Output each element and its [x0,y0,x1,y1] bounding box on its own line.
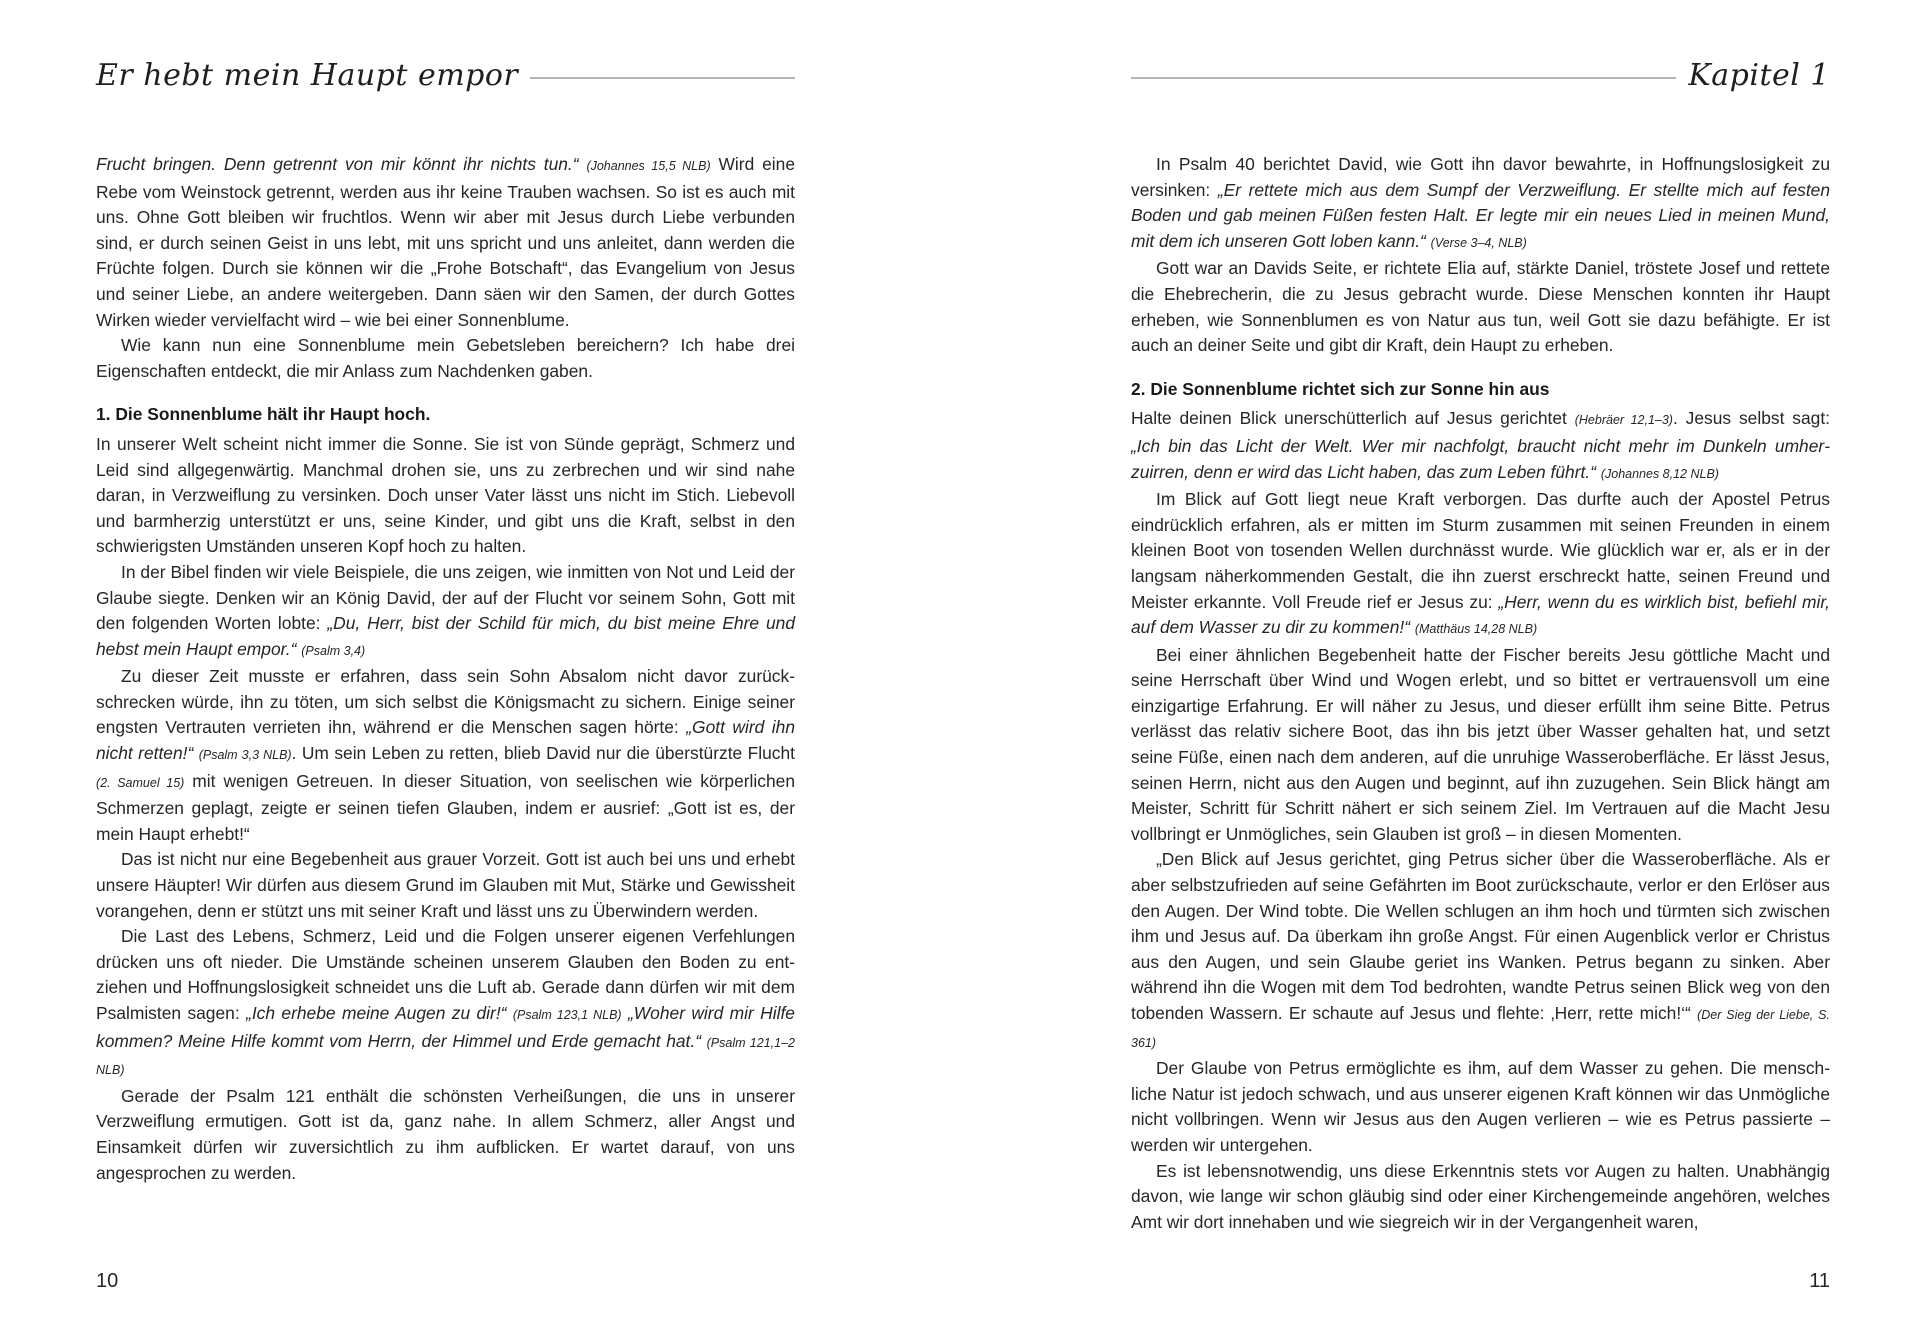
section-heading: 1. Die Sonnenblume hält ihr Haupt hoch. [96,404,431,425]
paragraph: Die Last des Lebens, Schmerz, Leid und die Folgen unserer eigenen Verfehlungen drücken uns oft nieder. Die Umstände scheinen unserem Glauben den Boden zu entziehen und Hoffnungslosigkeit schneidet uns die Luft ab. Gerade dann dürfen wir mit dem Psalmisten sagen: „Ich erhebe meine Augen zu dir!“ (Psalm 123,1 NLB) „Woher wird mir Hilfe kommen? Meine Hilfe kommt vom Herrn, der Himmel und Erde gemacht hat.“ (Psalm 121,1–2 NLB) [96,926,795,1078]
paragraph: In der Bibel finden wir viele Beispiele, die uns zeigen, wie inmitten von Not und Leid der Glaube siegte. Denken wir an König David, der auf der Flucht vor seinem Sohn, Gott mit den folgenden Worten lobte: „Du, Herr, bist der Schild für mich, du bist meine Ehre und hebst mein Haupt empor.“ (Psalm 3,4) [96,561,795,659]
header-rule [1131,77,1676,79]
paragraph: Frucht bringen. Denn getrennt von mir könnt ihr nichts tun.“ (Johannes 15,5 NLB) Wird eine Rebe vom Weinstock getrennt, werden aus ihr keine Trauben wachsen. So ist es auch mit uns. Ohne Gott bleiben wir fruchtlos. Wenn wir aber mit Jesus durch Liebe verbunden sind, er durch seinen Geist in uns lebt, mit uns spricht und uns anleitet, dann werden die Früchte folgen. Durch sie können wir die „Frohe Botschaft“, das Evangelium von Jesus und seiner Liebe, an andere weitergeben. Dann säen wir den Samen, der durch Gottes Wirken wieder vervielfacht wird – wie bei einer Sonnenblume. [96,154,795,330]
right-running-header [1131,50,1830,100]
right-page-body [1131,152,1830,1235]
bible-reference: (Matthäus 14,28 NLB) [1414,622,1538,637]
page-number: 11 [1809,1270,1830,1292]
bible-reference: (Psalm 3,3 NLB) [198,748,292,763]
bible-reference: (Psalm 121,1–2 NLB) [96,1035,795,1078]
paragraph: Das ist nicht nur eine Begebenheit aus grauer Vorzeit. Gott ist auch bei uns und erhebt unsere Häupter! Wir dürfen aus diesem Grund im Glauben mit Mut, Stärke und Gewissheit vorangehen, denn er stützt uns mit seiner Kraft und lässt uns zu Überwindern werden. [96,849,795,921]
left-page-body [96,152,795,1186]
bible-reference: (Verse 3–4, NLB) [1430,235,1527,250]
paragraph: Bei einer ähnlichen Begebenheit hatte der Fischer bereits Jesu göttliche Macht und seine Herrschaft über Wind und Wogen erlebt, und so bittet er vertrauensvoll um eine einzigartige Erfahrung. Er will näher zu Jesus, und dieser erfüllt ihm seine Bitte. Petrus verlässt das relativ sichere Boot, das ihn bis jetzt über Wasser gehalten hat, und setzt seine Füße, einen nach dem anderen, auf die unruhige Wasseroberfläche. Er lässt Jesus, seinen Herrn, nicht aus den Augen und beginnt, auf ihn zuzugehen. Sein Blick hängt am Meister, Schritt für Schritt nähert er sich seinem Ziel. Im Vertrauen auf die Macht Jesu vollbringt er Unmögliches, sein Glauben ist groß – in diesen Momenten. [1131,644,1830,844]
left-running-header [96,50,795,100]
page-number: 10 [96,1270,119,1292]
paragraph: Halte deinen Blick unerschütterlich auf Jesus gerichtet (Hebräer 12,1–3). Jesus selbst sagt: „Ich bin das Licht der Welt. Wer mir nachfolgt, braucht nicht mehr im Dunkeln umherzuirren, denn er wird das Licht haben, das zum Leben führt.“ (Johannes 8,12 NLB) [1131,408,1830,482]
section-heading: 2. Die Sonnenblume richtet sich zur Sonne hin aus [1131,378,1550,399]
chapter-title: Kapitel 1 [1688,57,1830,93]
book-title: Er hebt mein Haupt empor [96,57,519,93]
paragraph: Im Blick auf Gott liegt neue Kraft verborgen. Das durfte auch der Apostel Petrus eindrücklich erfahren, als er mitten im Sturm zusammen mit seinen Freunden in einem kleinen Boot von tosenden Wellen durchnässt wurde. Wie glücklich war er, als er in der langsam näherkommenden Gestalt, die ihn zuerst erschreckt hatte, seinen Freund und Meister erkannte. Voll Freude rief er Jesus zu: „Herr, wenn du es wirklich bist, befiehl mir, auf dem Wasser zu dir zu kommen!“ (Matthäus 14,28 NLB) [1131,489,1830,638]
bible-reference: (Hebräer 12,1–3) [1574,413,1673,428]
paragraph: Es ist lebensnotwendig, uns diese Erkenntnis stets vor Augen zu halten. Unabhängig davon, wie lange wir schon gläubig sind oder einer Kirchengemeinde angehören, welches Amt wir dort innehaben und wie siegreich wir in der Vergangenheit waren, [1131,1160,1830,1232]
paragraph: „Den Blick auf Jesus gerichtet, ging Petrus sicher über die Wasseroberfläche. Als er aber selbstzufrieden auf seine Gefährten im Boot zurückschaute, verlor er den Erlöser aus den Augen. Der Wind tobte. Die Wellen schlugen an ihm hoch und türmten sich zwischen ihm und Jesus auf. Da überkam ihn große Angst. Für einen Augenblick verlor er Christus aus den Augen, und sein Glaube geriet ins Wanken. Petrus begann zu sinken. Aber während ihn die Wogen mit dem Tod bedrohten, wandte Petrus seinen Blick weg von den tobenden Wassern. Er schaute auf Jesus und flehte: ‚Herr, rette mich!‘“ (Der Sieg der Liebe, S. 361) [1131,849,1830,1050]
bible-reference: (Johannes 15,5 NLB) [586,159,711,173]
paragraph: Gerade der Psalm 121 enthält die schönsten Verheißungen, die uns in unserer Verzweiflung ermutigen. Gott ist da, ganz nahe. In allem Schmerz, aller Angst und Einsamkeit dürfen wir zuversichtlich zu ihm aufblicken. Er wartet darauf, von uns angesprochen zu werden. [96,1085,795,1183]
header-rule [530,77,795,79]
paragraph: Wie kann nun eine Sonnenblume mein Gebetsleben bereichern? Ich habe drei Eigenschaften entdeckt, die mir Anlass zum Nachdenken gaben. [96,335,795,381]
bible-reference: (Psalm 123,1 NLB) [512,1008,622,1022]
paragraph: Der Glaube von Petrus ermöglichte es ihm, auf dem Wasser zu gehen. Die menschliche Natur ist jedoch schwach, und aus unserer eigenen Kraft können wir das Unmögliche nicht vollbringen. Wenn wir Jesus aus den Augen verlieren – wie es Petrus passierte – werden wir untergehen. [1131,1058,1830,1155]
left-page [96,0,795,1344]
book-reference: (Der Sieg der Liebe, S. 361) [1131,1008,1830,1050]
bible-reference: (Johannes 8,12 NLB) [1600,466,1719,481]
paragraph: In Psalm 40 berichtet David, wie Gott ihn davor bewahrte, in Hoffnungslosigkeit zu versinken: „Er rettete mich aus dem Sumpf der Verzweiflung. Er stellte mich auf festen Boden und gab meinen Füßen festen Halt. Er legte mir ein neues Lied in meinen Mund, mit dem ich unseren Gott loben kann.“ (Verse 3–4, NLB) [1131,154,1830,251]
paragraph: Zu dieser Zeit musste er erfahren, dass sein Sohn Absalom nicht davor zurückschrecken würde, ihn zu töten, um sich selbst die Königsmacht zu sichern. Einige seiner engsten Vertrauten verrieten ihn, während er die Menschen sagen hörte: „Gott wird ihn nicht retten!“ (Psalm 3,3 NLB). Um sein Leben zu retten, blieb David nur die überstürzte Flucht (2. Samuel 15) mit wenigen Getreuen. In dieser Situation, von seelischen wie körperlichen Schmerzen geplagt, zeigte er seinen tiefen Glauben, indem er ausrief: „Gott ist es, der mein Haupt erhebt!“ [96,666,795,844]
paragraph: In unserer Welt scheint nicht immer die Sonne. Sie ist von Sünde geprägt, Schmerz und Leid sind allgegenwärtig. Manchmal drohen sie, uns zu zerbrechen und wir sind nahe daran, in Verzweiflung zu versinken. Doch unser Vater lässt uns nicht im Stich. Liebevoll und barmherzig unterstützt er uns, seine Kinder, und gibt uns die Kraft, selbst in den schwierigsten Umständen unseren Kopf hoch zu halten. [96,433,795,557]
bible-reference: (2. Samuel 15) [96,775,185,790]
bible-reference: (Psalm 3,4) [301,643,366,658]
paragraph: Gott war an Davids Seite, er richtete Elia auf, stärkte Daniel, tröstete Josef und rettete die Ehebrecherin, die zu Jesus gebracht wurde. Diese Menschen konnten ihr Haupt erheben, wie Sonnenblumen es von Natur aus tun, weil Gott sie dazu befähigte. Er ist auch an deiner Seite und gibt dir Kraft, dein Haupt zu erheben. [1131,258,1830,356]
right-page [1131,0,1830,1344]
